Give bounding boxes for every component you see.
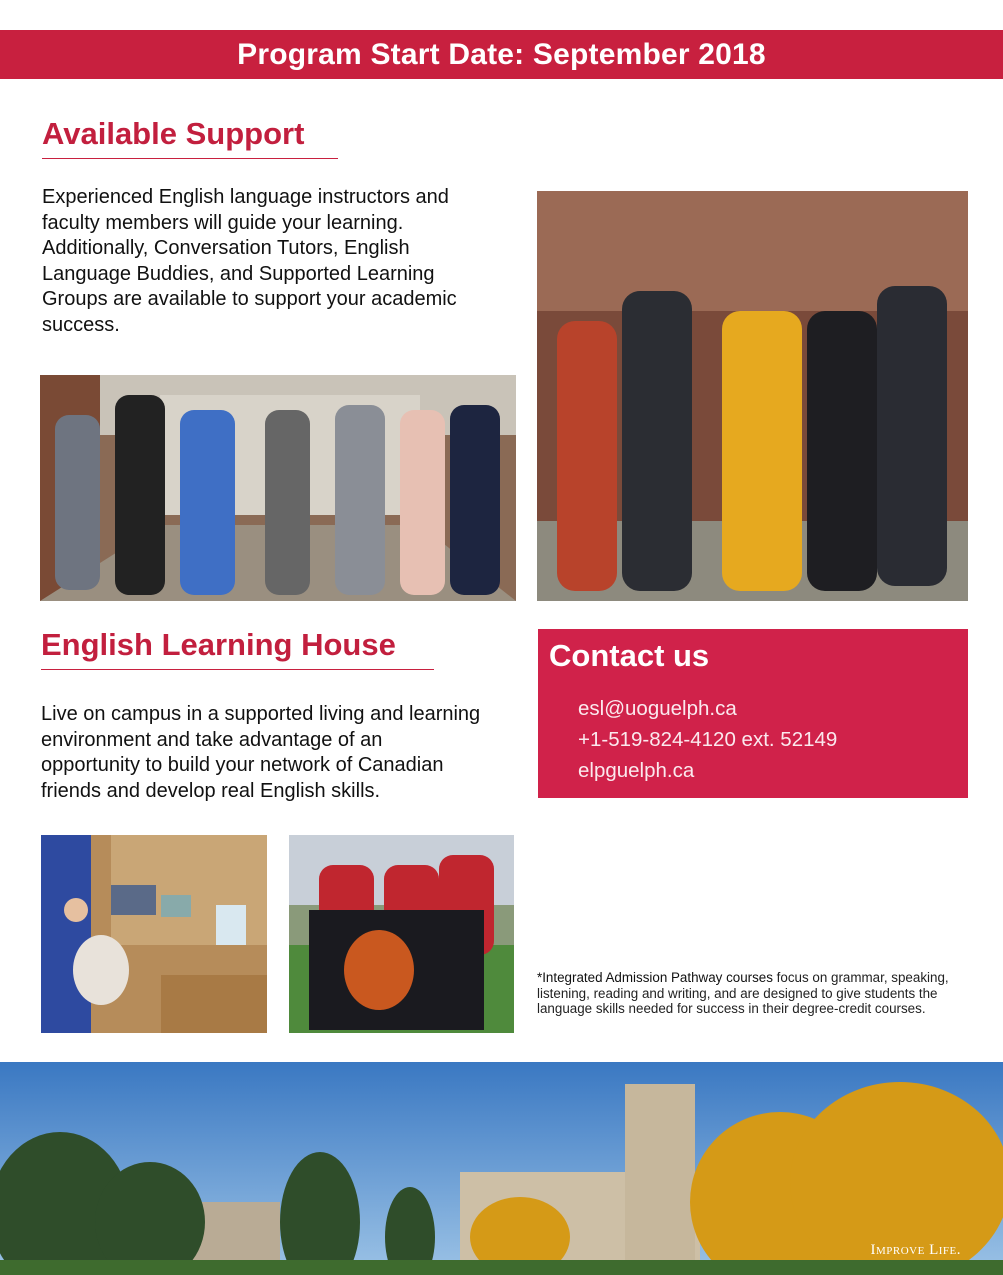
contact-phone[interactable]: +1-519-824-4120 ext. 52149: [578, 728, 838, 751]
contact-website-link[interactable]: elpguelph.ca: [578, 759, 695, 782]
support-line: faculty members will guide your learning.: [42, 211, 404, 234]
footnote-body: focus on grammar, speaking, listening, reading and writing, and are designed to give students the language skills needed for success in their degree-credit courses.: [537, 970, 949, 1016]
support-line: Additionally, Conversation Tutors, English: [42, 237, 410, 259]
support-line: Experienced English language instructors and: [42, 186, 449, 208]
student-group-photo: [537, 191, 968, 601]
students-hallway-photo: [40, 375, 516, 601]
house-line: Live on campus in a supported living and learning: [41, 703, 481, 725]
house-line: friends and develop real English skills.: [41, 779, 381, 802]
contact-box: [538, 629, 968, 798]
contact-email-link[interactable]: esl@uoguelph.ca: [578, 697, 737, 720]
available-support-text: [42, 185, 512, 338]
pathway-footnote: [537, 970, 957, 1017]
dorm-room-photo: [41, 835, 267, 1033]
available-support-heading-text: Available Support: [42, 116, 305, 151]
support-line: Language Buddies, and Supported Learning: [42, 262, 435, 285]
start-date-title: Program Start Date: September 2018: [237, 37, 766, 71]
footnote-highlight: *Integrated Admission Pathway courses: [537, 970, 773, 985]
campus-photo: [0, 1062, 1003, 1275]
english-learning-house-heading-text: English Learning House: [41, 627, 396, 662]
english-learning-house-text: [41, 702, 511, 804]
contact-heading: Contact us: [549, 638, 710, 673]
support-line: success.: [42, 313, 120, 336]
english-learning-house-heading: [41, 627, 434, 670]
support-line: Groups are available to support your academic: [42, 288, 457, 310]
house-line: opportunity to build your network of Canadian: [41, 754, 444, 776]
available-support-heading: [42, 116, 338, 159]
start-date-banner: [0, 30, 1003, 79]
house-line: environment and take advantage of an: [41, 728, 383, 751]
university-flag-photo: [289, 835, 514, 1033]
improve-life-tagline: Improve Life.: [870, 1242, 961, 1258]
